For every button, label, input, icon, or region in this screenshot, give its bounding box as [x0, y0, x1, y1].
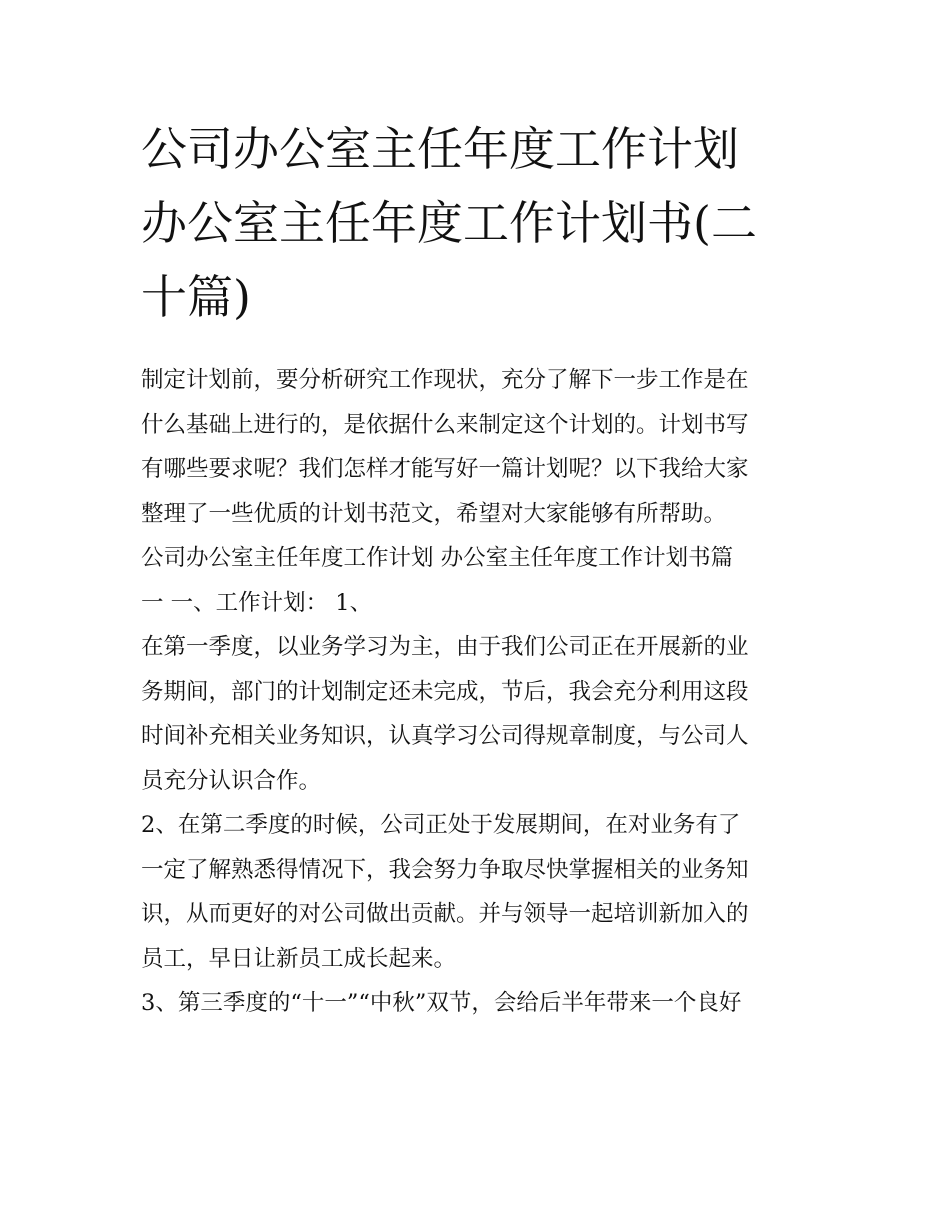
section-heading-line: 一 一、工作计划： 1、	[141, 589, 373, 616]
body-line: 务期间，部门的计划制定还未完成，节后，我会充分利用这段	[141, 678, 749, 705]
body-line: 识，从而更好的对公司做出贡献。并与领导一起培训新加入的	[141, 901, 749, 927]
body-line: 时间补充相关业务知识，认真学习公司得规章制度，与公司人	[141, 723, 749, 749]
title-line-3: 十篇)	[141, 270, 251, 324]
body-line: 一定了解熟悉得情况下，我会努力争取尽快掌握相关的业务知	[141, 856, 749, 883]
body-line: 有哪些要求呢？我们怎样才能写好一篇计划呢？以下我给大家	[141, 456, 749, 482]
body-line: 在第一季度，以业务学习为主，由于我们公司正在开展新的业	[141, 634, 749, 660]
body-line: 制定计划前，要分析研究工作现状，充分了解下一步工作是在	[141, 367, 749, 393]
body-line: 整理了一些优质的计划书范文，希望对大家能够有所帮助。	[141, 500, 727, 527]
body-line: 3、第三季度的“十一”“中秋”双节，会给后半年带来一个良好	[141, 990, 742, 1016]
title-line-1: 公司办公室主任年度工作计划	[141, 122, 739, 176]
title-line-2: 办公室主任年度工作计划书(二	[141, 196, 757, 250]
body-line: 什么基础上进行的，是依据什么来制定这个计划的。计划书写	[141, 411, 749, 438]
document-body	[141, 358, 831, 1026]
section-heading-line: 公司办公室主任年度工作计划 办公室主任年度工作计划书篇	[141, 545, 734, 571]
body-line: 员工，早日让新员工成长起来。	[141, 945, 457, 972]
body-line: 2、在第二季度的时候，公司正处于发展期间，在对业务有了	[141, 812, 741, 838]
body-line: 员充分认识合作。	[141, 767, 322, 794]
document-title	[141, 112, 821, 334]
